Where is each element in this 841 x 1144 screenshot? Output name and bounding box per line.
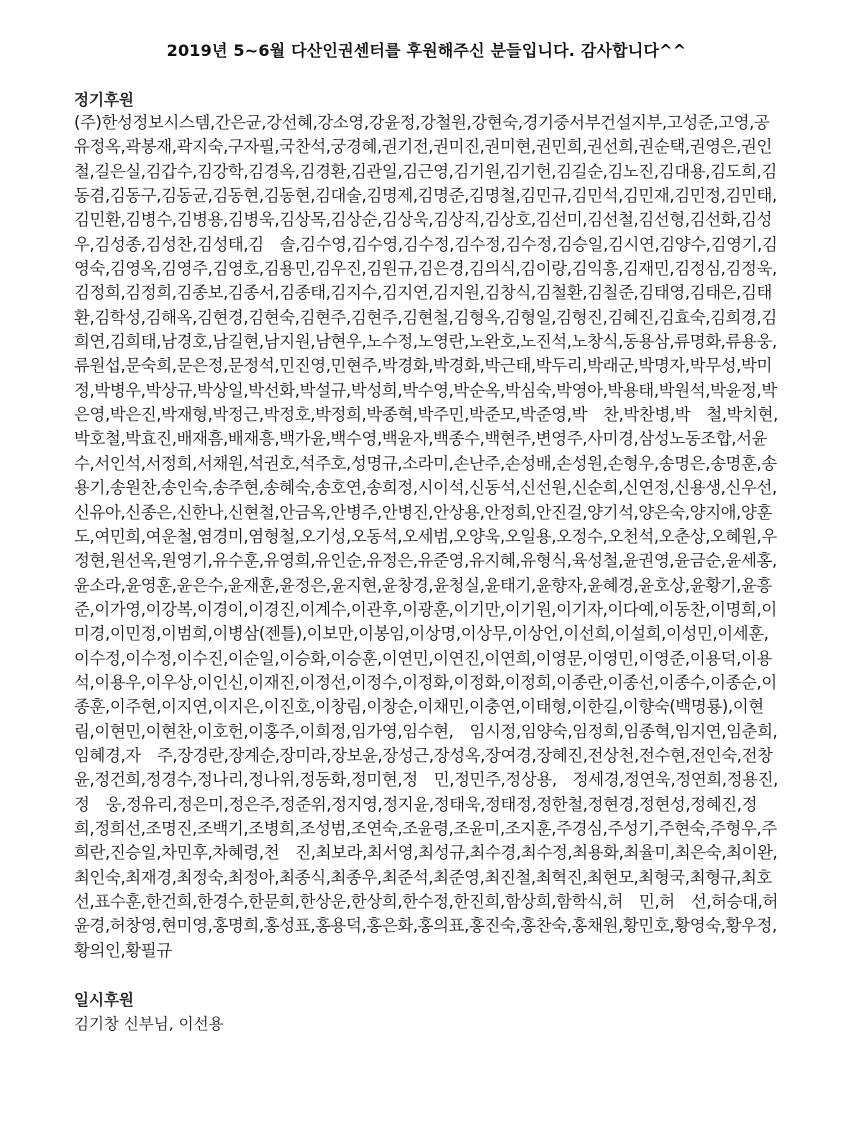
document-title: 2019년 5~6월 다산인권센터를 후원해주신 분들입니다. 감사합니다^^ bbox=[166, 41, 687, 60]
regular-donation-heading: 정기후원 bbox=[74, 91, 134, 109]
onetime-donor-list: 김기창 신부님, 이선용 bbox=[74, 1015, 224, 1034]
regular-donor-list: (주)한성정보시스템,간은균,강선혜,강소영,강윤정,강철원,강현숙,경기중서부건설지부,고성준,고영,공유정옥,곽봉재,곽지숙,구자필,국찬석,궁경혜,권기전,권미진,권미현,권민희,권선희,권순택,권영은,권인철,길은실,김갑수,김강학,김경옥,김경환,김관일,김근영,김기원,김기헌,김길순,김노진,김대용,김도희,김동겸,김동구,김동균,김동현,김동현,김대술,김명제,김명준,김명철,김민규,김민석,김민재,김민정,김민태,김민환,김병수,김병용,김병욱,김상목,김상순,김상욱,김상직,김상호,김선미,김선철,김선형,김선화,김성우,김성종,김성찬,김성태,김 솔,김수영,김수영,김수정,김수정,김수정,김승일,김시연,김양수,김영기,김영숙,김영옥,김영주,김영호,김용민,김우진,김원규,김은경,김의식,김이랑,김익흥,김재민,김정심,김정욱,김정희,김정희,김종보,김종서,김종태,김지수,김지연,김지원,김창식,김철환,김칠준,김태영,김태은,김태환,김학성,김해옥,김현경,김현숙,김현주,김현주,김현철,김형옥,김형일,김형진,김혜진,김효숙,김희경,김희연,김희태,남경호,남길현,남지원,남현우,노수정,노영란,노완호,노진석,노창식,동용삼,류명화,류용웅,류원섭,문숙희,문은정,문정석,민진영,민현주,박경화,박경화,박근태,박두리,박래군,박명자,박무성,박미정,박병우,박상규,박상일,박선화,박설규,박성희,박수영,박순옥,박심숙,박영아,박용태,박원석,박윤정,박은영,박은진,박재형,박정근,박정호,박정희,박종혁,박주민,박준모,박준영,박 찬,박찬병,박 철,박치현,박호철,박효진,배재흠,배재흥,백가윤,백수영,백윤자,백종수,백현주,변영주,사미경,삼성노동조합,서윤수,서인석,서정희,서채원,석권호,석주호,성명규,소라미,손난주,손성배,손성원,손형우,송명은,송명훈,송용기,송원찬,송인숙,송주현,송혜숙,송호연,송희정,시이석,신동석,신선원,신순희,신연정,신용생,신우선,신유아,신종은,신한나,신현철,안금옥,안병주,안병진,안상용,안정희,안진걸,양기석,양은숙,양지애,양훈도,여민희,여운철,염경미,염형철,오기성,오동석,오세범,오양욱,오일용,오정수,오천석,오춘상,오혜원,우정현,원선옥,원영기,유수훈,유영희,유인순,유정은,유준영,유지혜,유형식,육성철,윤권영,윤금순,윤세홍,윤소라,윤영훈,윤은수,윤재훈,윤정은,윤지현,윤창경,윤청실,윤태기,윤향자,윤혜경,윤호상,윤황기,윤흥준,이가영,이강복,이경이,이경진,이계수,이관후,이광훈,이기만,이기원,이기자,이다예,이동찬,이명희,이미경,이민정,이범희,이병삼(젠틀),이보만,이봉임,이상명,이상무,이상언,이선희,이설희,이성민,이세훈,이수정,이수정,이수진,이순일,이승화,이승훈,이연민,이연진,이연희,이영문,이영민,이영준,이용덕,이용석,이용우,이우상,이인신,이재진,이정선,이정수,이정화,이정화,이정희,이종란,이종선,이종수,이종순,이종훈,이주현,이지연,이지은,이진호,이창림,이창순,이채민,이충연,이태형,이한길,이향숙(백명룡),이현림,이현민,이현찬,이호헌,이홍주,이희정,임가영,임수현, 임시정,임양숙,임정희,임종혁,임지연,임춘희,임혜경,자 주,장경란,장계순,장미라,장보윤,장성근,장성옥,장여경,장혜진,전상천,전수현,전인숙,전창윤,정건희,정경수,정나리,정나위,정동화,정미현,정 민,정민주,정상용, 정세경,정연욱,정연희,정용진,정 웅,정유리,정은미,정은주,정준위,정지영,정지윤,정태욱,정태정,정한철,정현경,정현성,정혜진,정 희,정희선,조명진,조백기,조병희,조성범,조연숙,조윤령,조윤미,조지훈,주경심,주성기,주현숙,주형우,주희란,진승일,차민후,차혜령,천 진,최보라,최서영,최성규,최수경,최수정,최용화,최율미,최은숙,최이완,최인숙,최재경,최정숙,최정아,최종식,최종우,최준석,최준영,최진철,최혁진,최현모,최형국,최형규,최호선,표수훈,한건희,한경수,한문희,한상운,한상희,한수정,한진희,함상희,함학식,허 민,허 선,허승대,허윤경,허창영,현미영,홍명희,홍성표,홍용덕,홍은화,홍의표,홍진숙,홍찬숙,홍채원,황민호,황영숙,황우정,황의인,황필규 bbox=[74, 113, 778, 960]
onetime-donation-heading: 일시후원 bbox=[74, 991, 134, 1010]
